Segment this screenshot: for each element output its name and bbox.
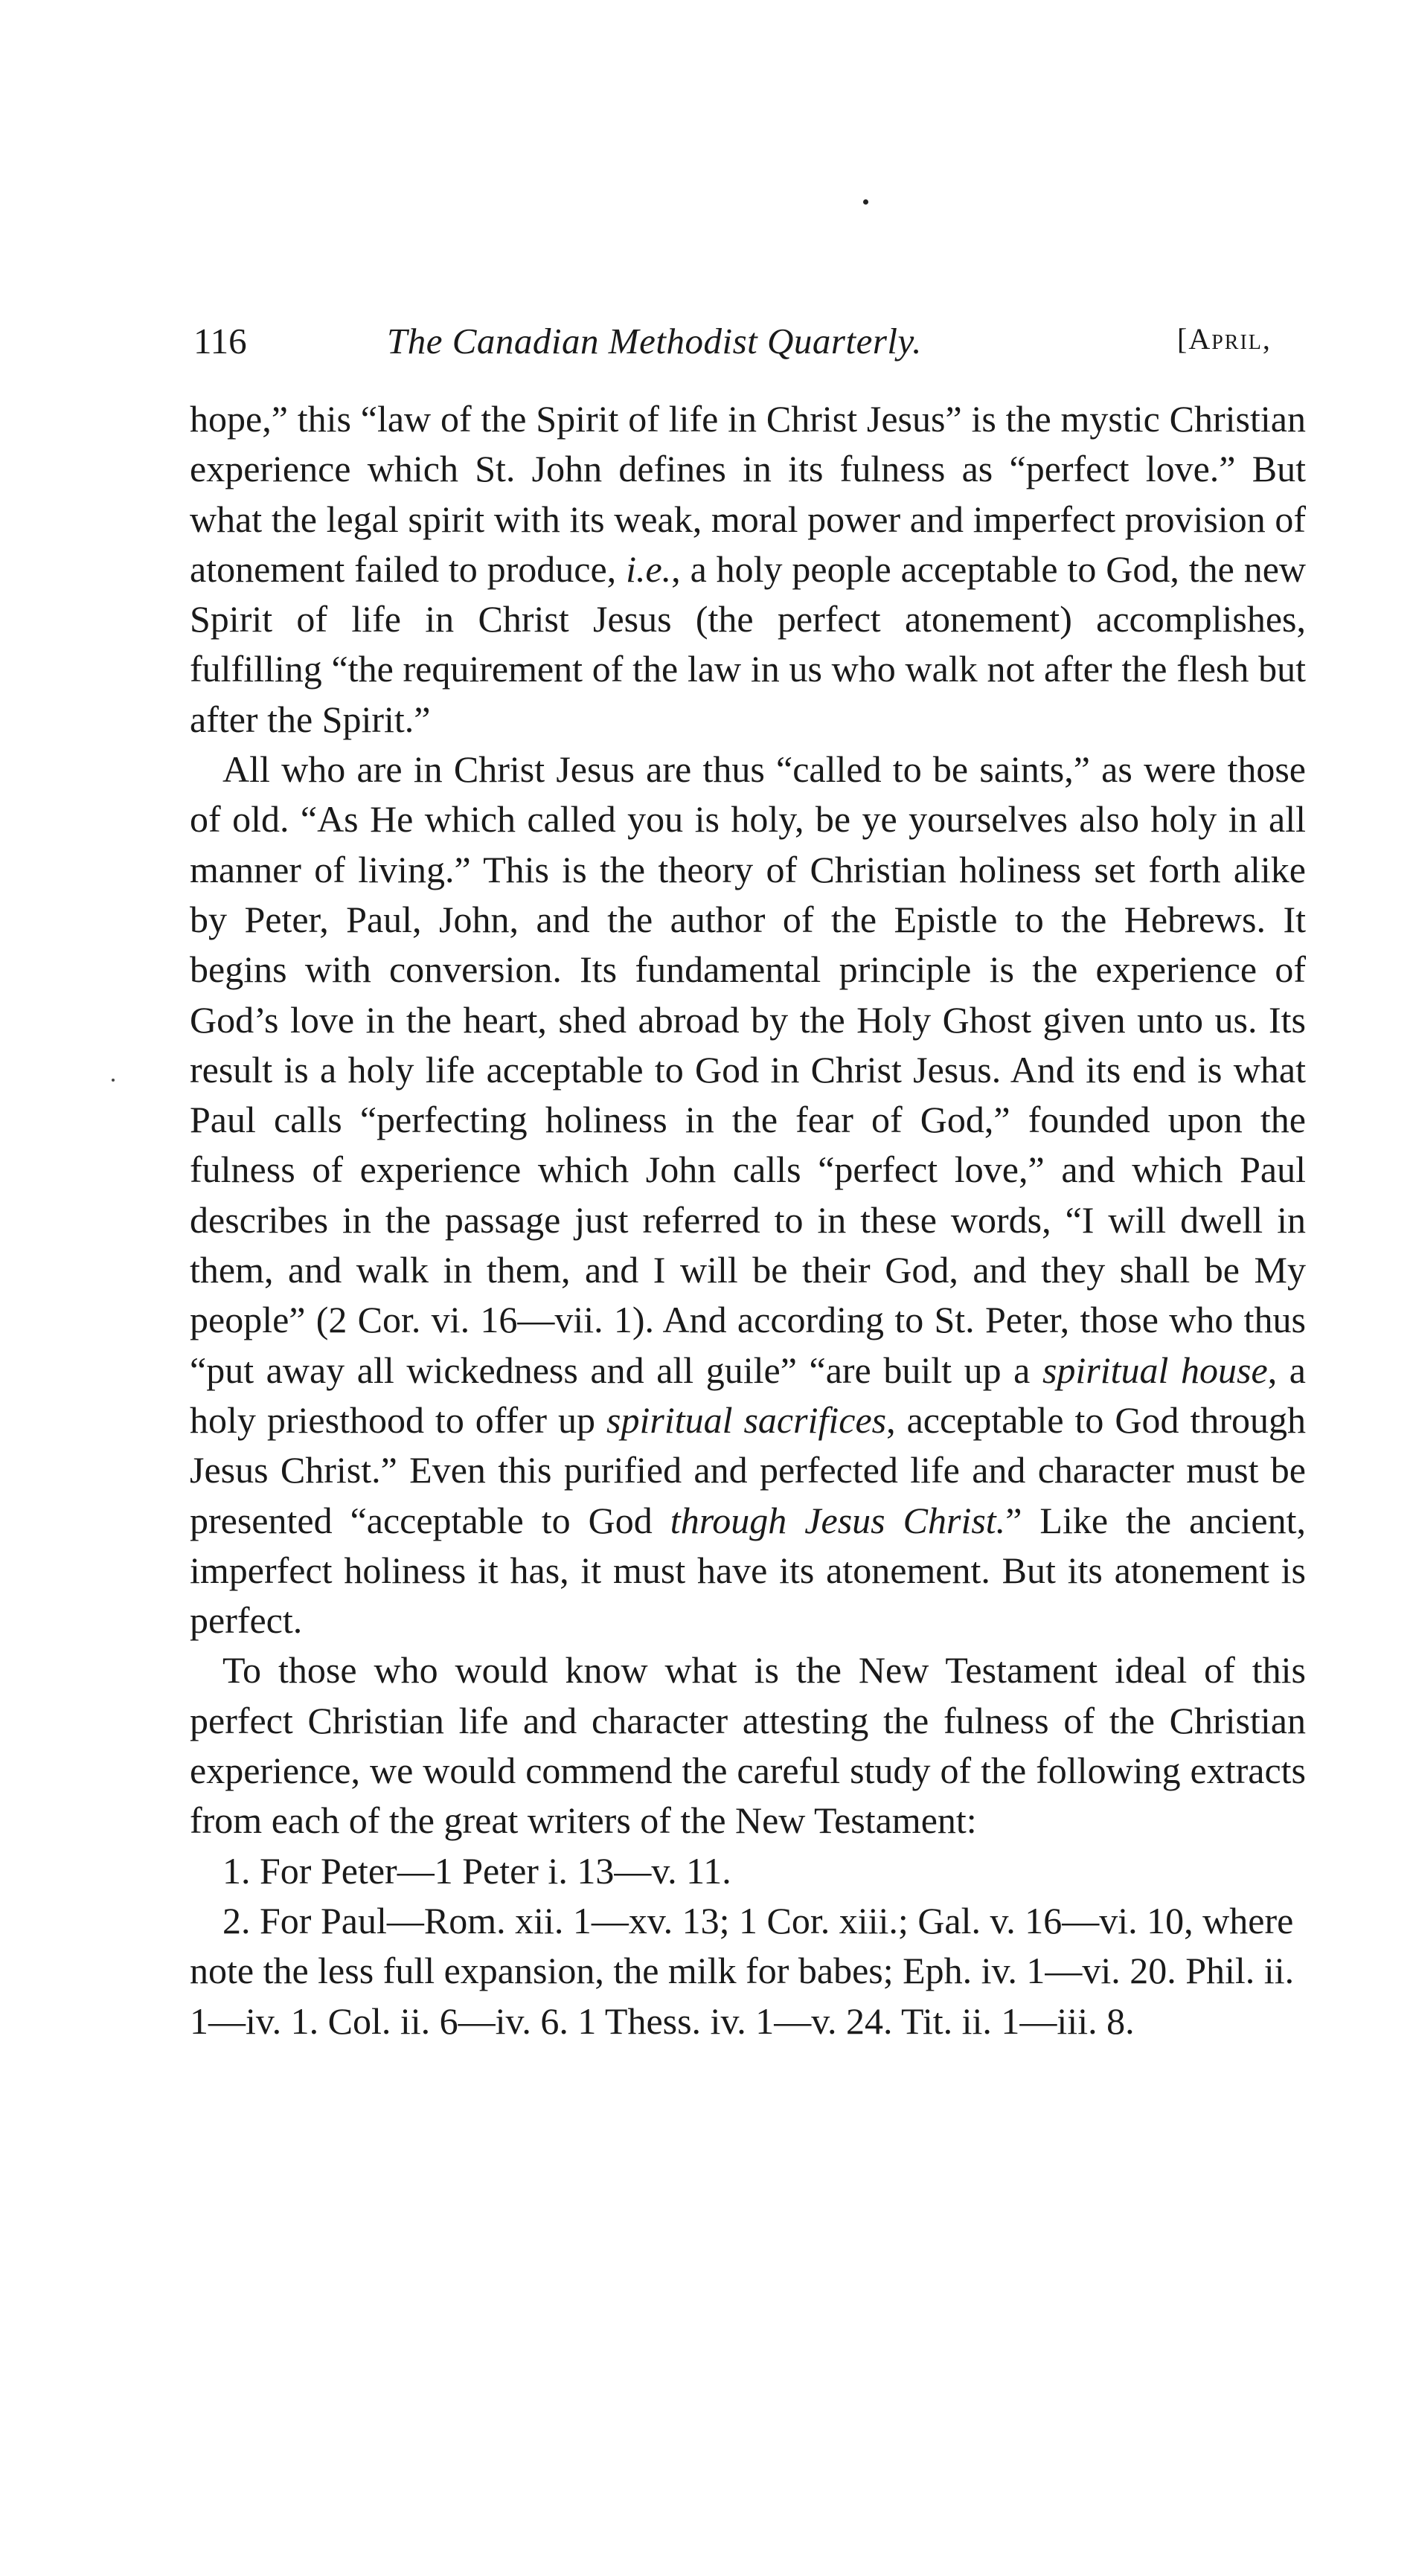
paragraph-continuation: hope,” this “law of the Spirit of life in Christ Jesus” is the mystic Christian experience which St. John defines in its fulness as “perfect love.” But what the legal spirit with its weak, moral power and imperfect provision of atonement failed to produce, i.e., a holy people acceptable to God, the new Spirit of life in Christ Jesus (the perfect atonement) accomplishes, fulfilling “the requirement of the law in us who walk not after the flesh but after the Spirit.”	[190, 398, 1307, 740]
journal-title: The Canadian Methodist Quarterly.	[387, 321, 922, 362]
paragraph-saints: All who are in Christ Jesus are thus “called to be saints,” as were those of old. “As He which called you is holy, be ye yourselves also holy in all manner of living.” This is the theory of Christian holiness set forth alike by Peter, Paul, John, and the author of the Epistle to the Hebrews. It begins with conversion. Its fundamental principle is the experience of God’s love in the heart, shed abroad by the Holy Ghost given unto us. Its result is a holy life acceptable to God in Christ Jesus. And its end is what Paul calls “perfecting holiness in the fear of God,” founded upon the fulness of experience which John calls “perfect love,” and which Paul describes in the passage just referred to in these words, “I will dwell in them, and walk in them, and I will be their God, and they shall be My people” (2 Cor. vi. 16—vii. 1). And according to St. Peter, those who thus “put away all wickedness and all guile” “are built up a spiritual house, a holy priesthood to offer up spiritual sacrifices, acceptable to God through Jesus Christ.” Even this purified and perfected life and character must be presented “acceptable to God through Jesus Christ.” Like the ancient, imperfect holiness it has, it must have its atonement. But its atonement is perfect.	[190, 748, 1307, 1642]
margin-mark	[112, 1079, 115, 1082]
stray-mark	[863, 199, 868, 205]
paragraph-new-testament-ideal: To those who would know what is the New Testament ideal of this perfect Christian life and character attesting the fulness of the Christian experience, we would commend the careful study of the following extracts from each of the great writers of the New Testament:	[190, 1649, 1306, 1842]
page-number: 116	[193, 321, 247, 362]
running-header	[193, 320, 1310, 372]
list-item-paul: 2. For Paul—Rom. xii. 1—xv. 13; 1 Cor. xiii.; Gal. v. 16—vi. 10, where note the less full expansion, the milk for babes; Eph. iv. 1—vi. 20. Phil. ii. 1—iv. 1. Col. ii. 6—iv. 6. 1 Thess. iv. 1—v. 24. Tit. ii. 1—iii. 8.	[190, 1899, 1295, 2042]
issue-month: [April,	[1177, 322, 1272, 356]
list-item-peter: 1. For Peter—1 Peter i. 13—v. 11.	[222, 1849, 731, 1892]
article-body	[190, 394, 1306, 2046]
